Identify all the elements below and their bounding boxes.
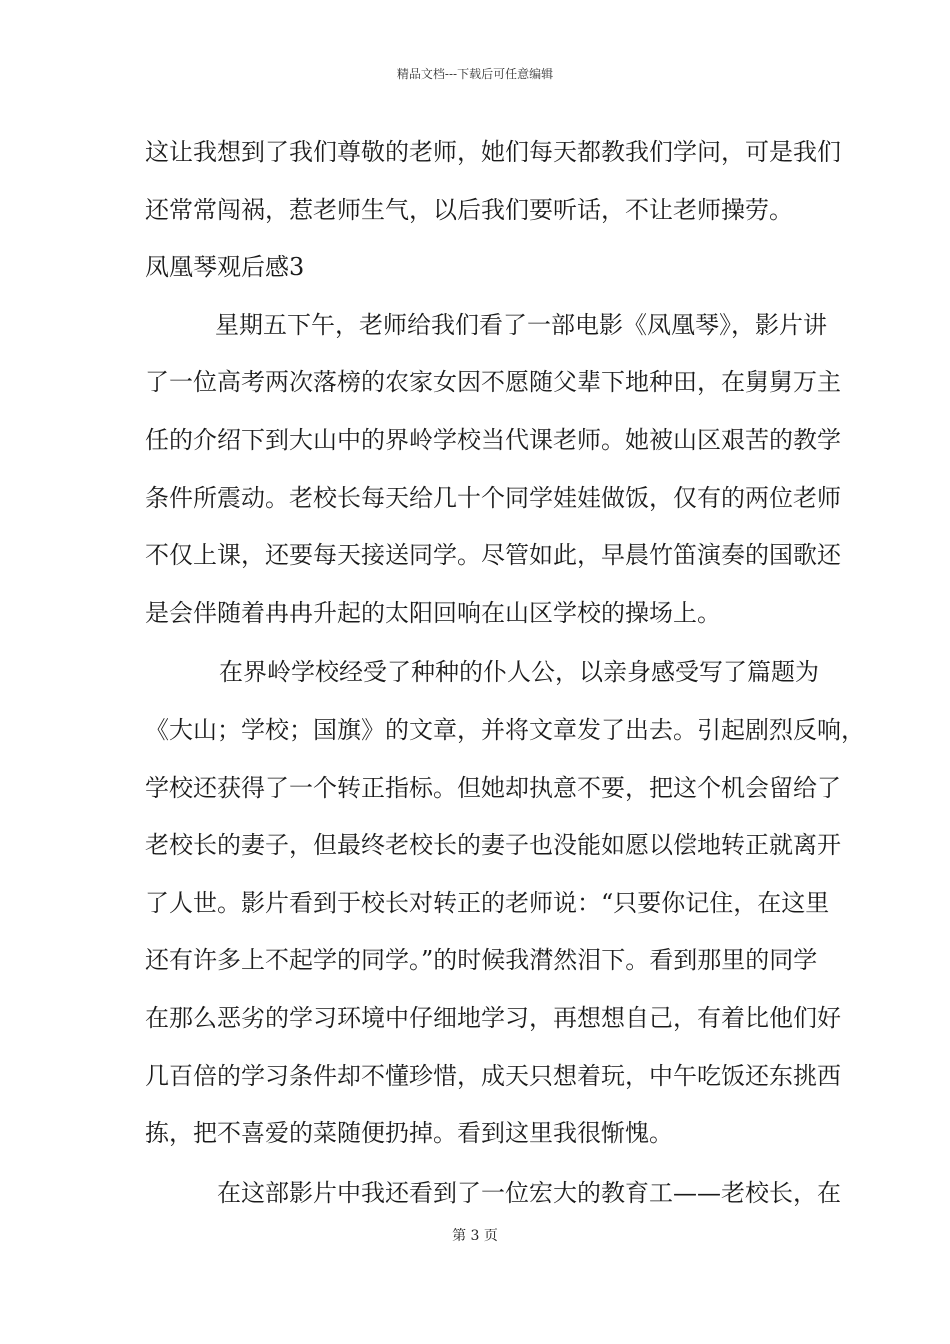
body-line: 几百倍的学习条件却不懂珍惜，成天只想着玩，中午吃饭还东挑西 (145, 1061, 841, 1090)
body-line: 学校还获得了一个转正指标。但她却执意不要，把这个机会留给了 (145, 773, 841, 802)
body-line: 条件所震动。老校长每天给几十个同学娃娃做饭，仅有的两位老师 (145, 483, 841, 512)
body-line: 在那么恶劣的学习环境中仔细地学习，再想想自己，有着比他们好 (145, 1003, 841, 1032)
body-line: 《大山；学校；国旗》的文章，并将文章发了出去。引起剧烈反响， (145, 715, 865, 744)
document-body (145, 128, 865, 1226)
body-line: 还有许多上不起学的同学。”的时候我潸然泪下。看到那里的同学 (145, 946, 818, 975)
paragraph-first-line: 星期五下午，老师给我们看了一部电影《凤凰琴》，影片讲 (215, 310, 827, 339)
section-heading: 凤凰琴观后感3 (145, 253, 305, 282)
body-line: 了一位高考两次落榜的农家女因不愿随父辈下地种田，在舅舅万主 (145, 368, 841, 397)
body-line: 这让我想到了我们尊敬的老师，她们每天都教我们学问，可是我们 (145, 138, 841, 166)
body-line: 还常常闯祸，惹老师生气，以后我们要听话，不让老师操劳。 (145, 195, 793, 224)
body-line: 不仅上课，还要每天接送同学。尽管如此，早晨竹笛演奏的国歌还 (145, 541, 841, 570)
body-line: 是会伴随着冉冉升起的太阳回响在山区学校的操场上。 (145, 598, 721, 627)
page-number: 第 3 页 (452, 1228, 498, 1244)
paragraph-first-line: 在界岭学校经受了种种的仆人公，以亲身感受写了篇题为 (219, 658, 819, 687)
body-line: 任的介绍下到大山中的界岭学校当代课老师。她被山区艰苦的教学 (145, 425, 841, 454)
page-header: 精品文档---下载后可任意编辑 (396, 67, 554, 81)
body-line: 了人世。影片看到于校长对转正的老师说：“只要你记住，在这里 (145, 888, 830, 917)
body-line: 老校长的妻子，但最终老校长的妻子也没能如愿以偿地转正就离开 (145, 831, 841, 860)
paragraph-first-line: 在这部影片中我还看到了一位宏大的教育工——老校长，在 (217, 1178, 841, 1207)
body-line: 拣，把不喜爱的菜随便扔掉。看到这里我很惭愧。 (145, 1119, 673, 1148)
